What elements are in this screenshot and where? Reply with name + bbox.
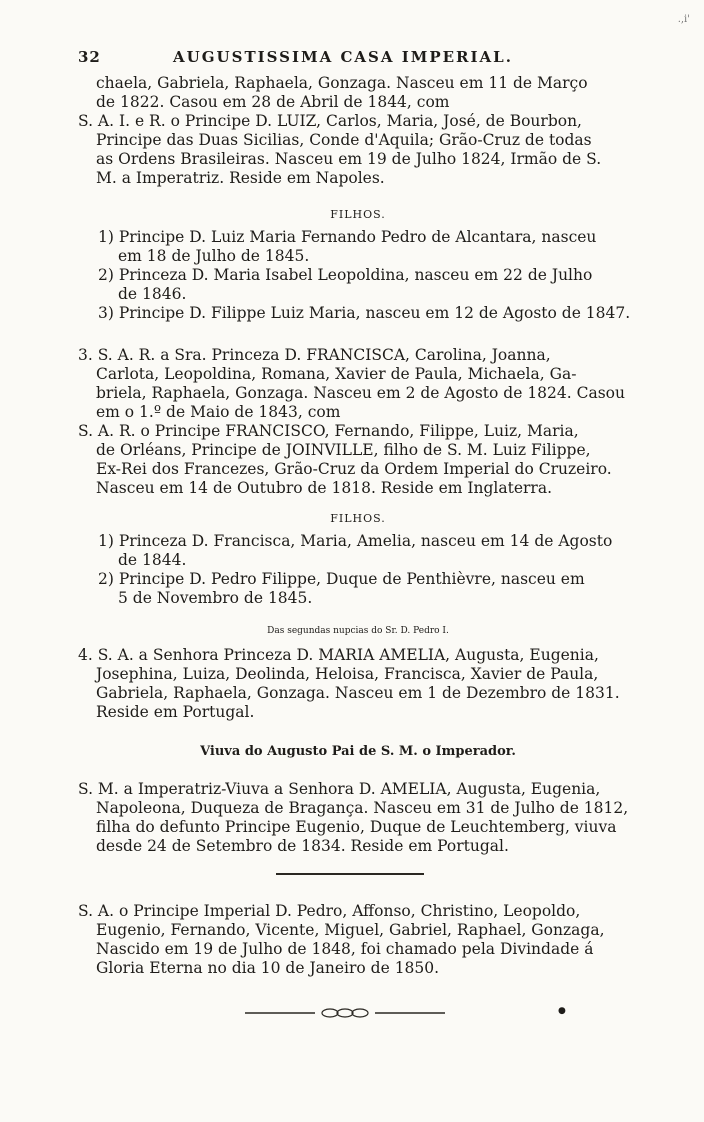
text-line: S. A. o Principe Imperial D. Pedro, Affonso, Christino, Leopoldo, bbox=[78, 902, 581, 920]
children-heading: FILHOS. bbox=[330, 208, 386, 221]
text-line: Nascido em 19 de Julho de 1848, foi chamado pela Divindade á bbox=[96, 940, 594, 958]
text-line: 4. S. A. a Senhora Princeza D. MARIA AMELIA, Augusta, Eugenia, bbox=[78, 646, 599, 664]
list-item: de 1844. bbox=[118, 551, 187, 569]
page-number: 32 bbox=[78, 48, 101, 66]
running-title: AUGUSTISSIMA CASA IMPERIAL. bbox=[173, 48, 513, 66]
text-line: Ex-Rei dos Francezes, Grão-Cruz da Ordem Imperial do Cruzeiro. bbox=[96, 460, 612, 478]
ornament-divider bbox=[245, 1008, 445, 1018]
text-line: de 1822. Casou em 28 de Abril de 1844, com bbox=[96, 93, 450, 111]
text-line: briela, Raphaela, Gonzaga. Nasceu em 2 de Agosto de 1824. Casou bbox=[96, 384, 625, 402]
text-line: Eugenio, Fernando, Vicente, Miguel, Gabriel, Raphael, Gonzaga, bbox=[96, 921, 605, 939]
text-line: as Ordens Brasileiras. Nasceu em 19 de Julho 1824, Irmão de S. bbox=[96, 150, 602, 168]
list-item: 3) Principe D. Filippe Luiz Maria, nasceu em 12 de Agosto de 1847. bbox=[98, 304, 631, 322]
section-heading-widow: Viuva do Augusto Pai de S. M. o Imperador. bbox=[200, 744, 516, 759]
text-line: chaela, Gabriela, Raphaela, Gonzaga. Nasceu em 11 de Março bbox=[96, 74, 588, 92]
divider-rule bbox=[276, 873, 424, 875]
text-line: de Orléans, Principe de JOINVILLE, filho de S. M. Luiz Filippe, bbox=[96, 441, 591, 459]
children-list-1 bbox=[98, 228, 644, 323]
text-line: Nasceu em 14 de Outubro de 1818. Reside em Inglaterra. bbox=[96, 479, 552, 497]
paragraph-empress-widow bbox=[78, 780, 644, 856]
text-line: S. M. a Imperatriz-Viuva a Senhora D. AMELIA, Augusta, Eugenia, bbox=[78, 780, 601, 798]
list-item: 1) Princeza D. Francisca, Maria, Amelia, nasceu em 14 de Agosto bbox=[98, 532, 613, 550]
paragraph-francisca bbox=[78, 346, 644, 498]
text-line: Reside em Portugal. bbox=[96, 703, 255, 721]
paragraph-leopoldina-marriage bbox=[78, 74, 644, 188]
text-line: S. A. R. o Principe FRANCISCO, Fernando, Filippe, Luiz, Maria, bbox=[78, 422, 579, 440]
list-item: de 1846. bbox=[118, 285, 187, 303]
children-heading: FILHOS. bbox=[330, 512, 386, 525]
paragraph-prince-imperial bbox=[78, 902, 644, 978]
corner-mark: .,i' bbox=[677, 14, 690, 25]
text-line: M. a Imperatriz. Reside em Napoles. bbox=[96, 169, 385, 187]
list-item: 1) Principe D. Luiz Maria Fernando Pedro de Alcantara, nasceu bbox=[98, 228, 597, 246]
list-item: 2) Principe D. Pedro Filippe, Duque de Penthièvre, nasceu em bbox=[98, 570, 585, 588]
text-line: Principe das Duas Sicilias, Conde d'Aquila; Grão-Cruz de todas bbox=[96, 131, 592, 149]
text-line: Carlota, Leopoldina, Romana, Xavier de Paula, Michaela, Ga- bbox=[96, 365, 577, 383]
running-header bbox=[78, 48, 638, 70]
text-line: Josephina, Luiza, Deolinda, Heloisa, Francisca, Xavier de Paula, bbox=[96, 665, 599, 683]
second-marriage-note: Das segundas nupcias do Sr. D. Pedro I. bbox=[267, 626, 449, 636]
text-line: desde 24 de Setembro de 1834. Reside em Portugal. bbox=[96, 837, 509, 855]
text-line: Gabriela, Raphaela, Gonzaga. Nasceu em 1 de Dezembro de 1831. bbox=[96, 684, 620, 702]
list-item: 5 de Novembro de 1845. bbox=[118, 589, 313, 607]
children-list-2 bbox=[98, 532, 644, 608]
text-line: filha do defunto Principe Eugenio, Duque de Leuchtemberg, viuva bbox=[96, 818, 617, 836]
text-line: em o 1.º de Maio de 1843, com bbox=[96, 403, 341, 421]
list-item: em 18 de Julho de 1845. bbox=[118, 247, 310, 265]
list-item: 2) Princeza D. Maria Isabel Leopoldina, nasceu em 22 de Julho bbox=[98, 266, 593, 284]
text-line: Gloria Eterna no dia 10 de Janeiro de 1850. bbox=[96, 959, 440, 977]
text-line: Napoleona, Duqueza de Bragança. Nasceu em 31 de Julho de 1812, bbox=[96, 799, 629, 817]
text-line: S. A. I. e R. o Principe D. LUIZ, Carlos, Maria, José, de Bourbon, bbox=[78, 112, 582, 130]
ornament-dot: ● bbox=[558, 1006, 566, 1016]
text-line: 3. S. A. R. a Sra. Princeza D. FRANCISCA, Carolina, Joanna, bbox=[78, 346, 551, 364]
paragraph-maria-amelia bbox=[78, 646, 644, 722]
